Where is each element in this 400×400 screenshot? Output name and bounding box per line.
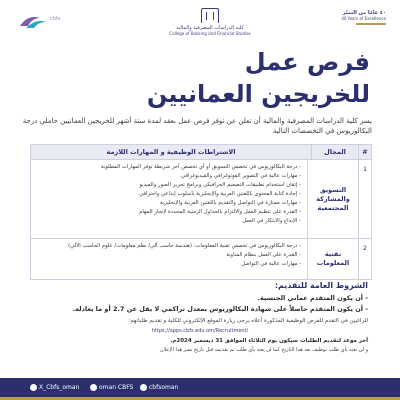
table-header xyxy=(31,145,371,160)
social-linkedin[interactable] xyxy=(140,384,178,391)
jobs-table xyxy=(30,144,372,280)
requirement-item: - الإبداع والابتكار في العمل xyxy=(242,218,301,224)
college-name-en: College of Banking and Financial Studies xyxy=(169,31,251,36)
social-linkedin-label: cbfsoman xyxy=(149,384,179,391)
row-field: تقنية المعلومات xyxy=(307,239,359,279)
requirement-item: - مهارات ممتازة في التواصل والتقديم باللغتين العربية والإنجليزية xyxy=(159,200,301,206)
college-name-ar: كلية الدراسات المصرفية والمالية xyxy=(176,25,244,31)
title-line-2: للخريجين العمانيين xyxy=(146,80,370,108)
condition-item: - أن يكون المتقدم حاصلاً على شهادة البكالوريوس بمعدل تراكمي لا يقل عن 2.7 أو ما يعادله. xyxy=(72,305,368,313)
table-row xyxy=(31,160,371,239)
row-num: 2 xyxy=(363,245,367,252)
anniversary-logo xyxy=(316,10,386,25)
header-field: المجال xyxy=(311,145,359,159)
condition-item: - أن يكون المتقدم عماني الجنسية. xyxy=(257,294,368,302)
requirement-item: - مهارات عالية في التصوير الفوتوغرافي والفيديوغرافي xyxy=(181,173,301,179)
requirement-item: - إجادة كتابة المحتوى باللغتين العربية والإنجليزية بأسلوب إبداعي واحترافي xyxy=(139,191,301,197)
requirement-item: - القدرة على تنظيم العمل والالتزام بالجداول الزمنية المحددة لإنجاز المهام xyxy=(139,209,301,215)
recruitment-link[interactable]: https://apps.cbfs.edu.om/Recruitment/ xyxy=(151,328,249,334)
header-requirements: الاشتراطات الوظيفية و المهارات اللازمة xyxy=(106,148,236,156)
deadline-note: و لن يعتد بأي طلب توظيف بعد هذا التاريخ كما لن يعتد بأي طلب تم تقديمه قبل تاريخ نشر هذا الإعلان xyxy=(160,347,368,353)
requirement-item: - مهارات عالية في التواصل xyxy=(241,261,301,267)
anniversary-en: 40 Years of Excellence xyxy=(341,16,386,21)
requirement-item: - درجة البكالوريوس في تخصص تقنية المعلومات: (هندسة حاسب آلي/ نظم معلومات/ علوم الحاسب الآلي) xyxy=(68,243,301,249)
requirement-item: - درجة البكالوريوس في تخصص التسويق أو أي تخصص آخر شريطة توفر المهارات المطلوبة xyxy=(100,164,301,170)
apply-instructions: للراغبين في التقدم للفرص الوظيفية المذكورة أعلاه يرجى زيارة الموقع الإلكتروني للكلية و تقديم طلباتهم: xyxy=(128,318,368,324)
college-logo xyxy=(150,8,270,36)
brand-small-text: cbfs xyxy=(50,16,61,22)
social-facebook-label: oman CBFS xyxy=(99,384,134,391)
requirement-item: - إتقان استخدام تطبيقات التصميم الجرافيكي وبرامج تحرير الصور والفيديو xyxy=(139,182,301,188)
header xyxy=(0,0,400,46)
facebook-icon xyxy=(90,384,97,391)
anniversary-divider xyxy=(356,23,386,25)
deadline-text: آخر موعد لتقديم الطلبات سيكون يوم الثلاثاء الموافق 31 ديسمبر 2024م. xyxy=(170,338,368,344)
intro-paragraph: يسر كلية الدراسات المصرفية والمالية أن تعلن عن توفر فرص عمل بعقد لمدة ستة أشهر للخريجين العمانيين حاملي درجة البكالوريوس في التخصصات التالية xyxy=(22,117,372,135)
row-requirements xyxy=(31,239,307,279)
header-num: # xyxy=(362,148,368,156)
footer xyxy=(0,378,400,400)
cbfs-swirl-logo xyxy=(18,12,48,30)
row-field: التسويق والمشاركة المجتمعية xyxy=(307,160,359,238)
title-line-1: فرص عمل xyxy=(244,48,370,76)
anniversary-ar: ٤٠ عامًا من التميّز xyxy=(342,10,386,16)
linkedin-icon xyxy=(140,384,147,391)
table-row xyxy=(31,239,371,279)
social-facebook[interactable] xyxy=(90,384,133,391)
row-num: 1 xyxy=(363,166,367,173)
social-x-label: X_Cbfs_oman xyxy=(39,384,80,391)
college-emblem-icon xyxy=(201,8,219,23)
conditions-title: الشروط العامة للتقديم: xyxy=(274,281,368,290)
social-x[interactable] xyxy=(30,384,79,391)
row-requirements xyxy=(31,160,307,238)
x-icon xyxy=(30,384,37,391)
requirement-item: - القدرة على العمل بنظام المناوبة xyxy=(226,252,301,258)
